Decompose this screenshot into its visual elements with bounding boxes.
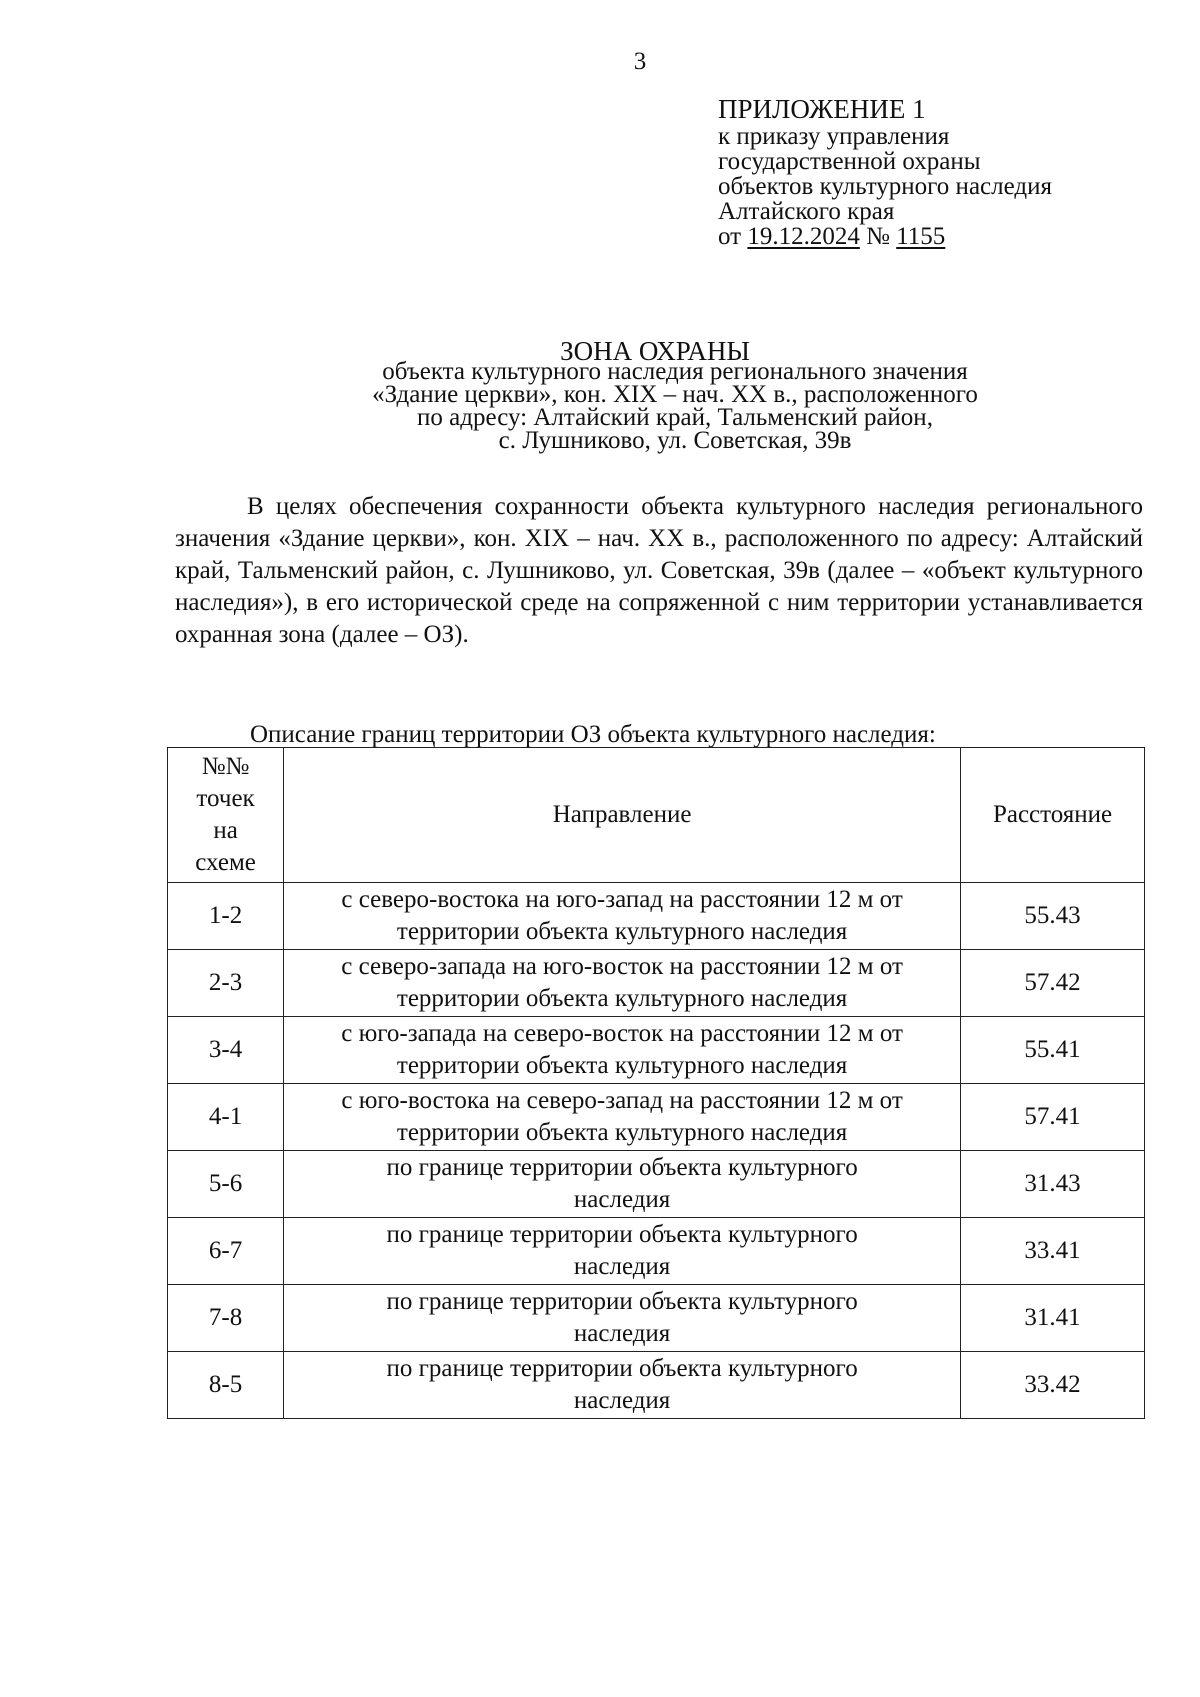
cell-points: 2-3 [168,950,284,1017]
cell-direction-line: по границе территории объекта культурного [386,1221,858,1248]
zone-subtitle-line: «Здание церкви», кон. XIX – нач. XX в., расположенного [372,381,978,408]
appendix-title: ПРИЛОЖЕНИЕ 1 [718,94,926,124]
intro-paragraph: В целях обеспечения сохранности объекта культурного наследия регионального значения «Здание церкви», кон. XIX – нач. XX в., расположенного по адресу: Алтайский край, Тальменский район, с. Лушниково, ул. Советская, 39в (далее – «объект культурного наследия»), в его исторической среде на сопряженной с ним территории устанавливается охранная зона (далее – ОЗ). [175,493,1143,648]
table-row [168,1151,1145,1218]
cell-points: 3-4 [168,1017,284,1084]
cell-direction [284,1017,961,1084]
cell-points: 8-5 [168,1352,284,1419]
table-row [168,1084,1145,1151]
cell-points: 7-8 [168,1285,284,1352]
date-prefix: от [718,223,742,250]
table-caption: Описание границ территории ОЗ объекта культурного наследия: [250,721,936,748]
cell-direction [284,1285,961,1352]
cell-direction-line: по границе территории объекта культурного [386,1154,858,1181]
cell-direction-line: с юго-запада на северо-восток на расстоянии 12 м от [341,1020,903,1047]
cell-points: 4-1 [168,1084,284,1151]
cell-direction [284,950,961,1017]
table-header-row [168,748,1145,883]
appendix-block [718,94,1052,249]
header-points-line: №№ [201,753,250,780]
appendix-line: объектов культурного наследия [718,173,1052,200]
cell-points: 5-6 [168,1151,284,1218]
boundary-table [167,747,1145,1419]
cell-direction-line: с северо-запада на юго-восток на расстоянии 12 м от [341,953,903,980]
appendix-line: государственной охраны [718,148,981,175]
cell-direction-line: наследия [573,1320,671,1347]
header-points [168,748,284,883]
zone-subtitle-line: объекта культурного наследия регионального значения [382,358,968,385]
order-date: 19.12.2024 [747,223,860,250]
appendix-line: к приказу управления [718,123,950,150]
cell-direction-line: по границе территории объекта культурного [386,1288,858,1315]
zone-subtitle-line: по адресу: Алтайский край, Тальменский район, [417,404,933,431]
cell-direction [284,1218,961,1285]
cell-distance: 31.41 [961,1285,1145,1352]
cell-distance: 33.41 [961,1218,1145,1285]
table-row [168,1285,1145,1352]
cell-direction-line: с юго-востока на северо-запад на расстоянии 12 м от [341,1087,903,1114]
number-sign: № [866,223,890,250]
cell-direction-line: по границе территории объекта культурного [386,1355,858,1382]
cell-direction [284,1352,961,1419]
header-points-line: схеме [195,849,256,876]
appendix-date-line [718,224,1052,249]
cell-distance: 33.42 [961,1352,1145,1419]
cell-direction [284,883,961,950]
header-points-line: на [213,817,238,844]
table-row [168,950,1145,1017]
cell-distance: 55.43 [961,883,1145,950]
cell-direction-line: наследия [573,1387,671,1414]
cell-direction [284,1151,961,1218]
cell-points: 6-7 [168,1218,284,1285]
cell-direction [284,1084,961,1151]
cell-direction-line: с северо-востока на юго-запад на расстоянии 12 м от [341,886,903,913]
cell-distance: 57.41 [961,1084,1145,1151]
zone-subtitle [310,360,1040,452]
table-row [168,883,1145,950]
cell-distance: 55.41 [961,1017,1145,1084]
cell-distance: 31.43 [961,1151,1145,1218]
zone-title: ЗОНА ОХРАНЫ [560,336,750,366]
order-number: 1155 [896,223,946,250]
cell-distance: 57.42 [961,950,1145,1017]
page-number: 3 [633,48,647,75]
header-points-line: точек [196,785,255,812]
table-row [168,1352,1145,1419]
table-row [168,1218,1145,1285]
header-distance: Расстояние [961,748,1145,883]
table-row [168,1017,1145,1084]
cell-direction-line: наследия [573,1253,671,1280]
appendix-line: Алтайского края [718,198,895,225]
cell-points: 1-2 [168,883,284,950]
cell-direction-line: территории объекта культурного наследия [396,985,848,1012]
cell-direction-line: территории объекта культурного наследия [396,1119,848,1146]
cell-direction-line: территории объекта культурного наследия [396,1052,848,1079]
cell-direction-line: наследия [573,1186,671,1213]
cell-direction-line: территории объекта культурного наследия [396,918,848,945]
header-direction: Направление [284,748,961,883]
zone-subtitle-line: с. Лушниково, ул. Советская, 39в [498,427,852,454]
